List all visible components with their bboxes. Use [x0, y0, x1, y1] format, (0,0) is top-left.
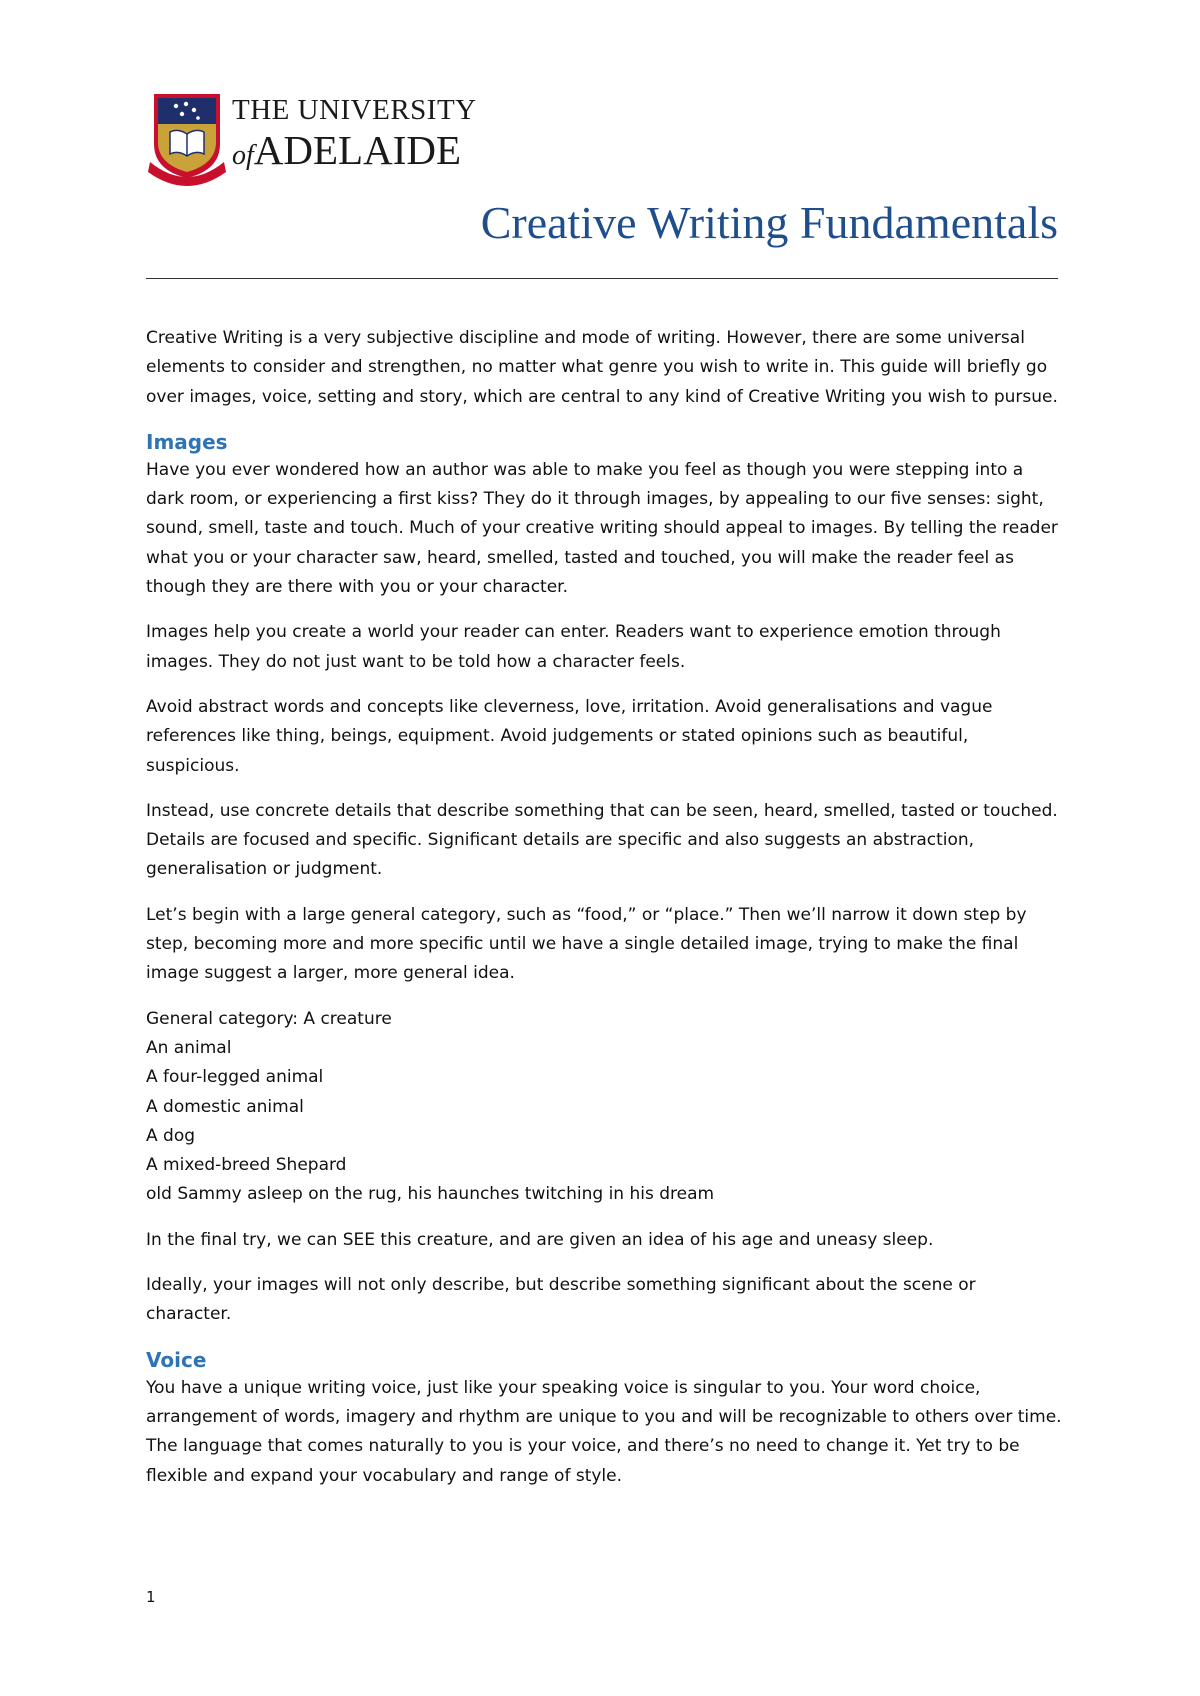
- images-paragraph-2: Images help you create a world your reader can enter. Readers want to experience emotion through images. They do not just want to be told how a character feels.: [146, 622, 1001, 672]
- voice-heading: Voice: [146, 1347, 207, 1372]
- images-paragraph-3: Avoid abstract words and concepts like cleverness, love, irritation. Avoid generalisations and vague references like thing, beings, equipment. Avoid judgements or stated opinions such as beautiful, suspicious.: [146, 696, 993, 776]
- logo-university-text: THE UNIVERSITY: [232, 94, 477, 126]
- specificity-list: [146, 1005, 1066, 1210]
- images-heading: Images: [146, 429, 228, 454]
- page-number: 1: [146, 1588, 156, 1606]
- university-crest-icon: [146, 92, 228, 190]
- voice-paragraph-1: You have a unique writing voice, just like your speaking voice is singular to you. Your word choice, arrangement of words, imagery and rhythm are unique to you and will be recognizable to others over time. The language that comes naturally to you is your voice, and there’s no need to change it. Yet try to be flexible and expand your vocabulary and range of style.: [146, 1377, 1062, 1486]
- list-item: A mixed-breed Shepard: [146, 1155, 347, 1176]
- list-item: A four-legged animal: [146, 1067, 324, 1088]
- images-paragraph-6: In the final try, we can SEE this creature, and are given an idea of his age and uneasy sleep.: [146, 1229, 934, 1250]
- intro-paragraph: Creative Writing is a very subjective discipline and mode of writing. However, there are some universal elements to consider and strengthen, no matter what genre you wish to write in. This guide will briefly go over images, voice, setting and story, which are central to any kind of Creative Writing you wish to pursue.: [146, 328, 1058, 407]
- logo-adelaide-text: ofADELAIDE: [232, 127, 462, 173]
- document-title: Creative Writing Fundamentals: [480, 197, 1058, 248]
- list-item: A dog: [146, 1125, 196, 1146]
- university-logo: [146, 92, 477, 202]
- images-paragraph-4: Instead, use concrete details that describe something that can be seen, heard, smelled, tasted or touched. Details are focused and specific. Significant details are specific and also suggests an abstraction, generalisation or judgment.: [146, 800, 1058, 880]
- images-paragraph-1: Have you ever wondered how an author was able to make you feel as though you were stepping into a dark room, or experiencing a first kiss? They do it through images, by appealing to our five senses: sight, sound, smell, taste and touch. Much of your creative writing should appeal to images. By telling the reader what you or your character saw, heard, smelled, tasted and touched, you will make the reader feel as though they are there with you or your character.: [146, 459, 1058, 598]
- list-item: General category: A creature: [146, 1008, 392, 1029]
- images-paragraph-5: Let’s begin with a large general category, such as “food,” or “place.” Then we’ll narrow it down step by step, becoming more and more specific until we have a single detailed image, trying to make the final image suggest a larger, more general idea.: [146, 904, 1027, 984]
- title-divider: [146, 278, 1058, 279]
- list-item: An animal: [146, 1037, 232, 1058]
- images-paragraph-7: Ideally, your images will not only describe, but describe something significant about the scene or character.: [146, 1275, 976, 1325]
- list-item: A domestic animal: [146, 1096, 304, 1117]
- document-body: [146, 324, 1066, 1507]
- list-item: old Sammy asleep on the rug, his haunches twitching in his dream: [146, 1184, 715, 1205]
